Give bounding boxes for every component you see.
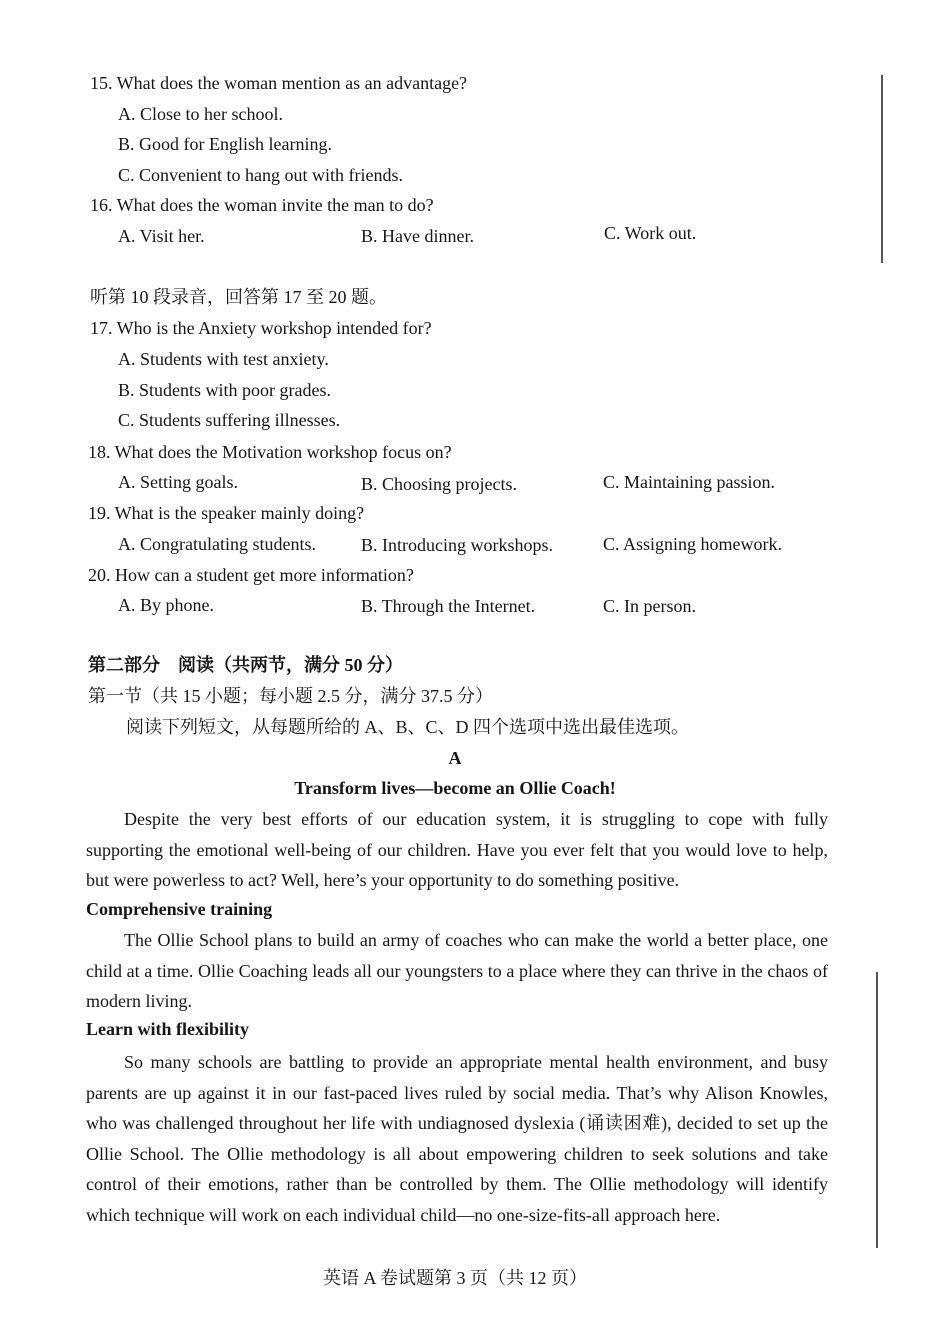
q19-option-a: A. Congratulating students. — [118, 534, 316, 554]
q20-option-a: A. By phone. — [118, 595, 214, 615]
question-18: 18. What does the Motivation workshop focus on? — [88, 442, 452, 462]
passage-letter: A — [448, 748, 462, 768]
margin-line-top — [881, 75, 883, 263]
paragraph-3-text: So many schools are battling to provide an appropriate mental health environment, and busy parents are up against it in our fast-paced lives ruled by social media. That’s why Alison Knowles, who was challenged throughout her life with undiagnosed dyslexia (诵读困难), decided to set up the Ollie School. The Ollie methodology is all about empowering children to seek solutions and take control of their emotions, rather than be controlled by them. The Ollie methodology will identify which technique will work on each individual child—no one-size-fits-all approach here. — [86, 1052, 828, 1225]
section-1-heading: 第一节（共 15 小题；每小题 2.5 分，满分 37.5 分） — [88, 686, 493, 706]
margin-line-bottom — [876, 972, 878, 1248]
question-16: 16. What does the woman invite the man to do? — [90, 195, 434, 215]
question-15: 15. What does the woman mention as an advantage? — [90, 73, 468, 93]
q16-option-b: B. Have dinner. — [361, 226, 474, 246]
q18-option-b: B. Choosing projects. — [361, 474, 517, 494]
q18-option-c: C. Maintaining passion. — [603, 472, 775, 492]
q18-option-a: A. Setting goals. — [118, 472, 238, 492]
question-20: 20. How can a student get more information? — [88, 565, 414, 585]
part-2-heading: 第二部分 阅读（共两节，满分 50 分） — [88, 655, 403, 675]
q15-option-c: C. Convenient to hang out with friends. — [118, 165, 403, 185]
q19-option-c: C. Assigning homework. — [603, 534, 783, 554]
q17-option-b: B. Students with poor grades. — [118, 380, 331, 400]
paragraph-1-text: Despite the very best efforts of our education system, it is struggling to cope with fully supporting the emotional well-being of our children. Have you ever felt that you would love to help, but were powerless to act? Well, here’s your opportunity to do something positive. — [86, 809, 828, 890]
q17-option-a: A. Students with test anxiety. — [118, 349, 329, 369]
q20-option-c: C. In person. — [603, 596, 696, 616]
reading-instruction: 阅读下列短文，从每题所给的 A、B、C、D 四个选项中选出最佳选项。 — [126, 717, 690, 737]
passage-paragraph-1 — [86, 804, 828, 896]
q16-option-c: C. Work out. — [604, 223, 697, 243]
subheading-learn-with-flexibility: Learn with flexibility — [86, 1019, 249, 1039]
passage-paragraph-3 — [86, 1047, 828, 1230]
question-19: 19. What is the speaker mainly doing? — [88, 503, 365, 523]
subheading-comprehensive-training: Comprehensive training — [86, 899, 273, 919]
section-10-instruction: 听第 10 段录音，回答第 17 至 20 题。 — [90, 287, 387, 307]
q15-option-a: A. Close to her school. — [118, 104, 283, 124]
q17-option-c: C. Students suffering illnesses. — [118, 410, 341, 430]
page-footer: 英语 A 卷试题第 3 页（共 12 页） — [322, 1268, 587, 1288]
q19-option-b: B. Introducing workshops. — [361, 535, 553, 555]
q15-option-b: B. Good for English learning. — [118, 134, 332, 154]
q20-option-b: B. Through the Internet. — [361, 596, 536, 616]
paragraph-2-text: The Ollie School plans to build an army of coaches who can make the world a better place, one child at a time. Ollie Coaching leads all our youngsters to a place where they can thrive in the chaos of modern living. — [86, 930, 828, 1011]
passage-paragraph-2 — [86, 925, 828, 1017]
q16-option-a: A. Visit her. — [118, 226, 205, 246]
question-17: 17. Who is the Anxiety workshop intended for? — [90, 318, 432, 338]
passage-title: Transform lives—become an Ollie Coach! — [294, 778, 616, 798]
